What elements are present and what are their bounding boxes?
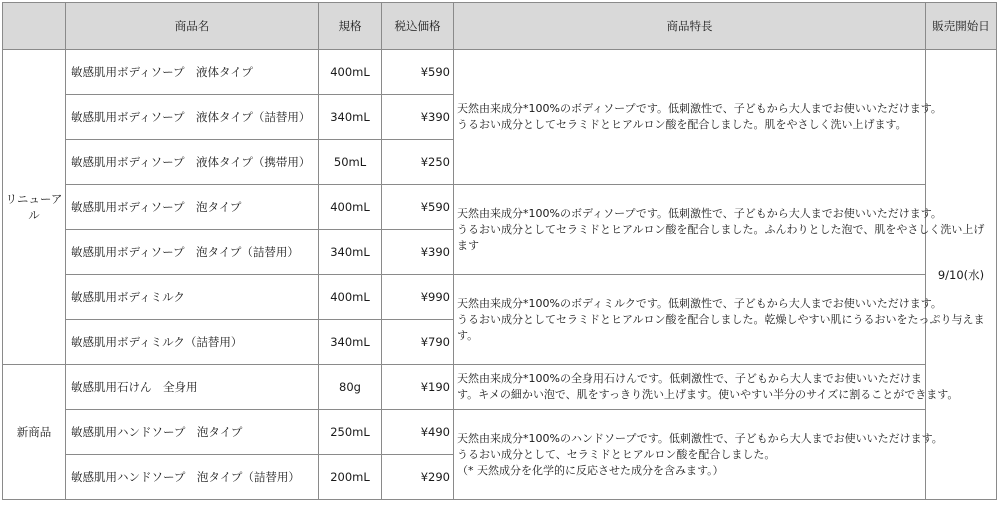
- product-price: ¥390: [382, 95, 454, 140]
- table-row: [3, 50, 997, 95]
- product-name: 敏感肌用石けん 全身用: [66, 365, 319, 410]
- product-name: 敏感肌用ボディソープ 液体タイプ（携帯用）: [66, 140, 319, 185]
- product-name: 敏感肌用ハンドソープ 泡タイプ: [66, 410, 319, 455]
- feature-line: す。キメの細かい泡で、肌をすっきり洗い上げます。使いやすい半分のサイズに割ることができます。: [457, 388, 959, 401]
- feature-line: 天然由来成分*100%のボディソープです。低刺激性で、子どもから大人までお使いいただけます。: [457, 206, 942, 220]
- product-name: 敏感肌用ボディソープ 液体タイプ: [66, 50, 319, 95]
- header-size: 規格: [319, 3, 382, 50]
- product-price: ¥990: [382, 275, 454, 320]
- feature-line: うるおい成分としてセラミドとヒアルロン酸を配合しました。肌をやさしく洗い上げます。: [457, 118, 907, 131]
- product-price: ¥190: [382, 365, 454, 410]
- product-size: 340mL: [319, 230, 382, 275]
- product-name: 敏感肌用ボディソープ 液体タイプ（詰替用）: [66, 95, 319, 140]
- category-renewal: リニューアル: [3, 50, 66, 365]
- product-size: 250mL: [319, 410, 382, 455]
- product-price: ¥490: [382, 410, 454, 455]
- product-size: 80g: [319, 365, 382, 410]
- product-size: 200mL: [319, 455, 382, 500]
- product-table: [2, 2, 997, 500]
- table-row: [3, 185, 997, 230]
- product-size: 50mL: [319, 140, 382, 185]
- table-row: [3, 275, 997, 320]
- feature-line: す。: [457, 328, 479, 342]
- product-size: 340mL: [319, 95, 382, 140]
- product-name: 敏感肌用ボディソープ 泡タイプ（詰替用）: [66, 230, 319, 275]
- category-new: 新商品: [3, 365, 66, 500]
- header-feature: 商品特長: [454, 3, 926, 50]
- header-release-date: 販売開始日: [926, 3, 997, 50]
- product-size: 400mL: [319, 185, 382, 230]
- product-name: 敏感肌用ボディミルク: [66, 275, 319, 320]
- release-date: 9/10(水): [926, 50, 997, 500]
- header-product-name: 商品名: [66, 3, 319, 50]
- feature-line: うるおい成分としてセラミドとヒアルロン酸を配合しました。ふんわりとした泡で、肌をやさしく洗い上げ: [457, 222, 985, 236]
- table-row: [3, 410, 997, 455]
- feature-line: ます: [457, 238, 479, 252]
- feature-line: 天然由来成分*100%のボディミルクです。低刺激性で、子どもから大人までお使いいただけます。: [457, 296, 942, 310]
- product-price: ¥790: [382, 320, 454, 365]
- product-name: 敏感肌用ボディソープ 泡タイプ: [66, 185, 319, 230]
- header-price: 税込価格: [382, 3, 454, 50]
- feature-line: 天然由来成分*100%のハンドソープです。低刺激性で、子どもから大人までお使いいただけます。: [457, 431, 943, 445]
- table-row: [3, 365, 997, 410]
- product-price: ¥590: [382, 50, 454, 95]
- product-price: ¥590: [382, 185, 454, 230]
- header-category: [3, 3, 66, 50]
- header-row: [3, 3, 997, 50]
- product-price: ¥250: [382, 140, 454, 185]
- product-size: 400mL: [319, 275, 382, 320]
- feature-body-soap-liquid: [454, 50, 942, 185]
- product-price: ¥290: [382, 455, 454, 500]
- product-name: 敏感肌用ハンドソープ 泡タイプ（詰替用）: [66, 455, 319, 500]
- feature-line: うるおい成分として、セラミドとヒアルロン酸を配合しました。: [457, 447, 776, 461]
- product-price: ¥390: [382, 230, 454, 275]
- feature-line: 天然由来成分*100%の全身用石けんです。低刺激性で、子どもから大人までお使いいただけま: [457, 372, 922, 385]
- feature-note: （* 天然成分を化学的に反応させた成分を含みます。）: [457, 463, 724, 477]
- product-size: 340mL: [319, 320, 382, 365]
- feature-line: 天然由来成分*100%のボディソープです。低刺激性で、子どもから大人までお使いいただけます。: [457, 102, 942, 115]
- product-size: 400mL: [319, 50, 382, 95]
- feature-bar-soap: [454, 365, 959, 410]
- feature-body-milk: [454, 275, 985, 365]
- product-name: 敏感肌用ボディミルク（詰替用）: [66, 320, 319, 365]
- feature-hand-soap: [454, 410, 943, 500]
- feature-line: うるおい成分としてセラミドとヒアルロン酸を配合しました。乾燥しやすい肌にうるおいをたっぷり与えま: [457, 312, 985, 326]
